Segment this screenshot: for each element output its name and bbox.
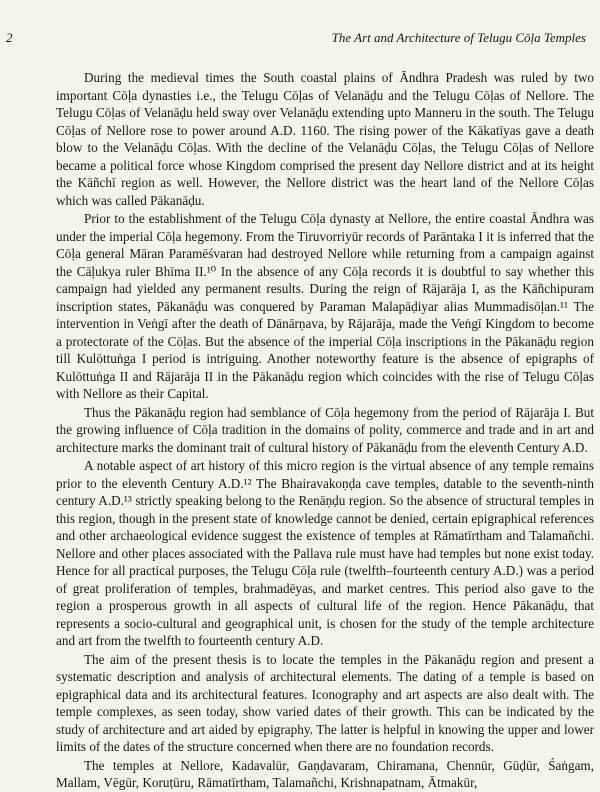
paragraph: The aim of the present thesis is to locate the temples in the Pākanāḍu region and present a systematic description and analysis of architectural elements. The dating of a temple is based on epigraphical data and its architectural features. Iconography and art aspects are also dealt with. The temple complexes, as seen today, show varied dates of their growth. This can be indicated by the study of architecture and art aided by epigraphy. The latter is helpful in knowing the upper and lower limits of the dates of the structure concerned when there are no foundation records. (56, 651, 594, 754)
paragraph: A notable aspect of art history of this micro region is the virtual absence of any temple remains prior to the eleventh Century A.D.¹² The Bhairavakoṇḍa cave temples, datable to the seventh-ninth century A.D.¹³ strictly speaking belong to the Renāṇḍu region. So the absence of structural temples in this region, though in the present state of knowledge cannot be denied, certain epigraphical references and other archaeological evidence suggest the existence of temples at Rāmatīrtham and Talamañchi. Nellore and other places associated with the Pallava rule must have had temples but none exist today. Hence for all practical purposes, the Telugu Cōḷa rule (twelfth–fourteenth century A.D.) was a period of great proliferation of temples, brahmadēyas, and market centres. This period also gave to the region a prosperous growth in all aspects of cultural life of the region. Hence Pākanāḍu, that represents a socio-cultural and geographical unit, is chosen for the study of the temple architecture and art from the twelfth to fourteenth century A.D. (56, 458, 594, 648)
body-text (56, 69, 594, 792)
running-title: The Art and Architecture of Telugu Cōḷa Temples (331, 30, 586, 45)
paragraph: Prior to the establishment of the Telugu Cōḷa dynasty at Nellore, the entire coastal Āndhra was under the imperial Cōḷa hegemony. From the Tiruvorriyūr records of Parāntaka I it is inferred that the Cōḷa general Māran Paramēśvaran had destroyed Nellore while returning from a campaign against the Cāḷukya ruler Bhīma II.¹⁰ In the absence of any Cōḷa records it is doubtful to say whether this campaign had yielded any permanent results. During the reign of Rājarāja I, as the Kāñchipuram inscription states, Pākanāḍu was conquered by Paraman Malapāḍiyar alias Mummadisōḷan.¹¹ The intervention in Veṅgī after the death of Dānārṇava, by Rājarāja, made the Veṅgī Kingdom to become a protectorate of the Cōḷas. But the absence of the imperial Cōḷa inscriptions in the Pākanāḍu region till Kulōttuṅga I period is intriguing. Another noteworthy feature is the absence of epigraphs of Kulōttuṅga II and Rājarāja II in the Pākanāḍu region which coincides with the rise of Telugu Cōḷas with Nellore as their Capital. (56, 211, 594, 401)
page-number: 2 (6, 30, 13, 45)
paragraph: The temples at Nellore, Kadavalūr, Gaṇḍavaram, Chiramana, Chennūr, Gūḍūr, Śaṅgam, Mallam, Vēgūr, Koruṭūru, Rāmatīrtham, Talamañchi, Krishnapatnam, Ātmakūr, (56, 757, 594, 790)
paragraph: During the medieval times the South coastal plains of Āndhra Pradesh was ruled by two important Cōḷa dynasties i.e., the Telugu Cōḷas of Velanāḍu and the Telugu Cōḷas of Nellore. The Telugu Cōḷas of Velanāḍu held sway over Velanāḍu extending upto Manneru in the south. The Telugu Cōḷas of Nellore rose to power around A.D. 1160. The rising power of the Kākatīyas gave a death blow to the Velanāḍu Cōḷas. With the decline of the Velanāḍu Cōḷas, the Telugu Cōḷas of Nellore became a political force whose Kingdom comprised the present day Nellore district and at its height the Kāñchī region as well. However, the Nellore district was the heart land of the Nellore Cōḷas which was called Pākanāḍu. (56, 70, 594, 208)
paragraph: Thus the Pākanāḍu region had semblance of Cōḷa hegemony from the period of Rājarāja I. But the growing influence of Cōḷa tradition in the domains of polity, commerce and trade and in art and architecture marks the dominant trait of cultural history of Pākanāḍu from the eleventh Century A.D. (56, 404, 594, 455)
page-header (6, 30, 586, 52)
